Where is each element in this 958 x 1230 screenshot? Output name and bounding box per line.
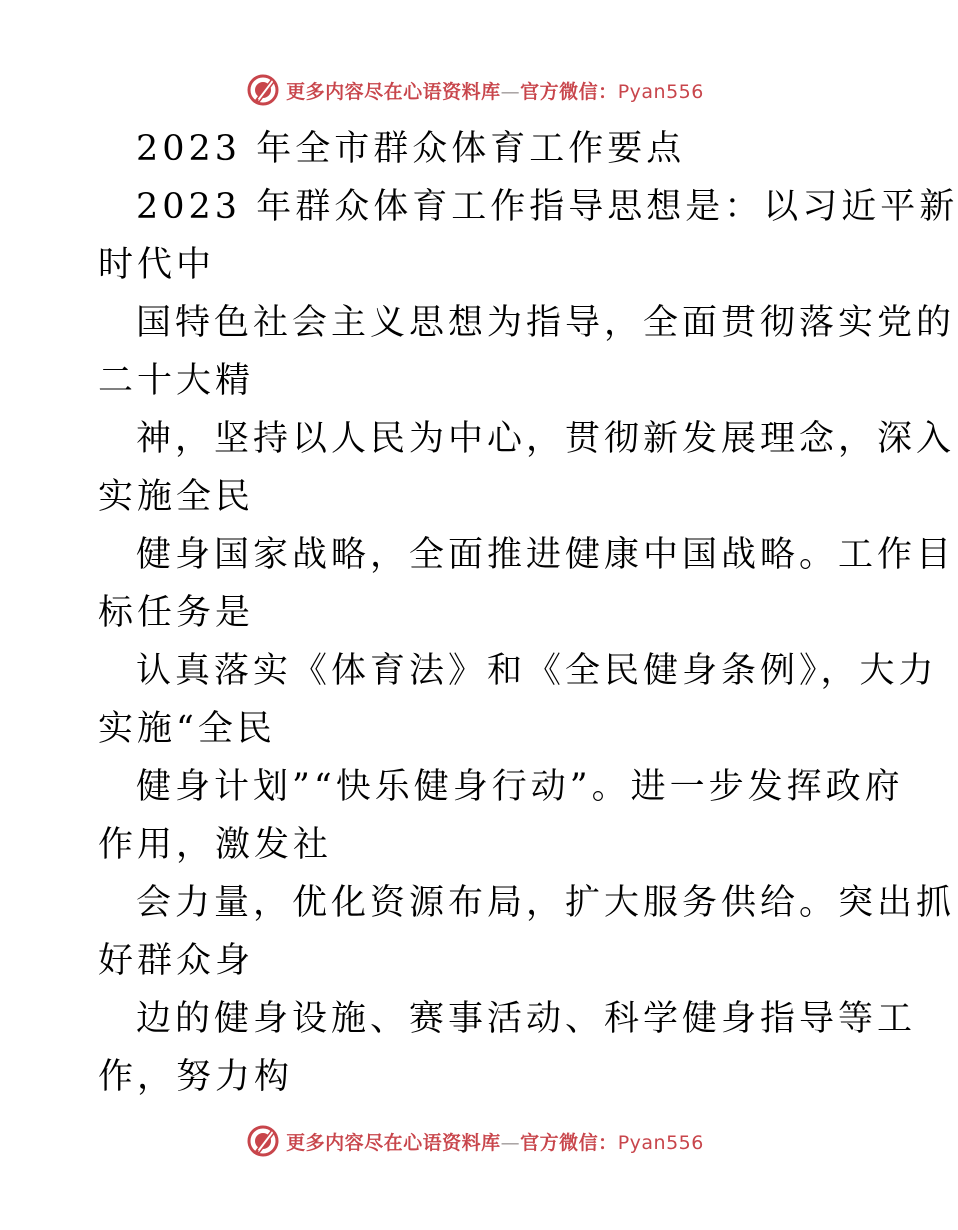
footer-watermark — [0, 1121, 950, 1161]
text-line: 2023 年全市群众体育工作要点 — [136, 129, 686, 169]
text-line: 神，坚持以人民为中心，贯彻新发展理念，深入 — [136, 419, 956, 459]
watermark-wechat-id: Pyan556 — [617, 80, 704, 103]
watermark-wechat-id: Pyan556 — [617, 1131, 704, 1154]
watermark-site-text: 更多内容尽在心语资料库 — [286, 1131, 501, 1154]
text-line: 国特色社会主义思想为指导，全面贯彻落实党的 — [136, 303, 956, 343]
watermark-site-text: 更多内容尽在心语资料库 — [286, 80, 501, 103]
text-line: 实施“全民 — [98, 709, 276, 749]
text-line: 作用，激发社 — [98, 825, 333, 865]
text-line: 二十大精 — [98, 361, 255, 401]
text-line: 健身国家战略，全面推进健康中国战略。工作目 — [136, 535, 956, 575]
text-line: 认真落实《体育法》和《全民健身条例》，大力 — [136, 651, 938, 691]
text-line: 会力量，优化资源布局，扩大服务供给。突出抓 — [136, 883, 956, 923]
watermark-wechat-label: 官方微信： — [520, 80, 618, 103]
text-line: 作，努力构 — [98, 1057, 294, 1097]
text-line: 好群众身 — [98, 941, 255, 981]
watermark-separator: — — [500, 80, 521, 103]
document-body — [98, 120, 958, 1106]
watermark-wechat-label: 官方微信： — [520, 1131, 618, 1154]
text-line: 健身计划”“快乐健身行动”。进一步发挥政府 — [136, 767, 904, 807]
text-line: 实施全民 — [98, 477, 255, 517]
text-line: 2023 年群众体育工作指导思想是：以习近平新 — [136, 187, 958, 227]
text-line: 时代中 — [98, 245, 216, 285]
watermark-separator: — — [500, 1131, 521, 1154]
quill-pen-logo-icon — [246, 1124, 280, 1158]
quill-pen-logo-icon — [246, 73, 280, 107]
text-line: 标任务是 — [98, 593, 255, 633]
text-line: 边的健身设施、赛事活动、科学健身指导等工 — [136, 999, 917, 1039]
header-watermark — [0, 70, 950, 110]
